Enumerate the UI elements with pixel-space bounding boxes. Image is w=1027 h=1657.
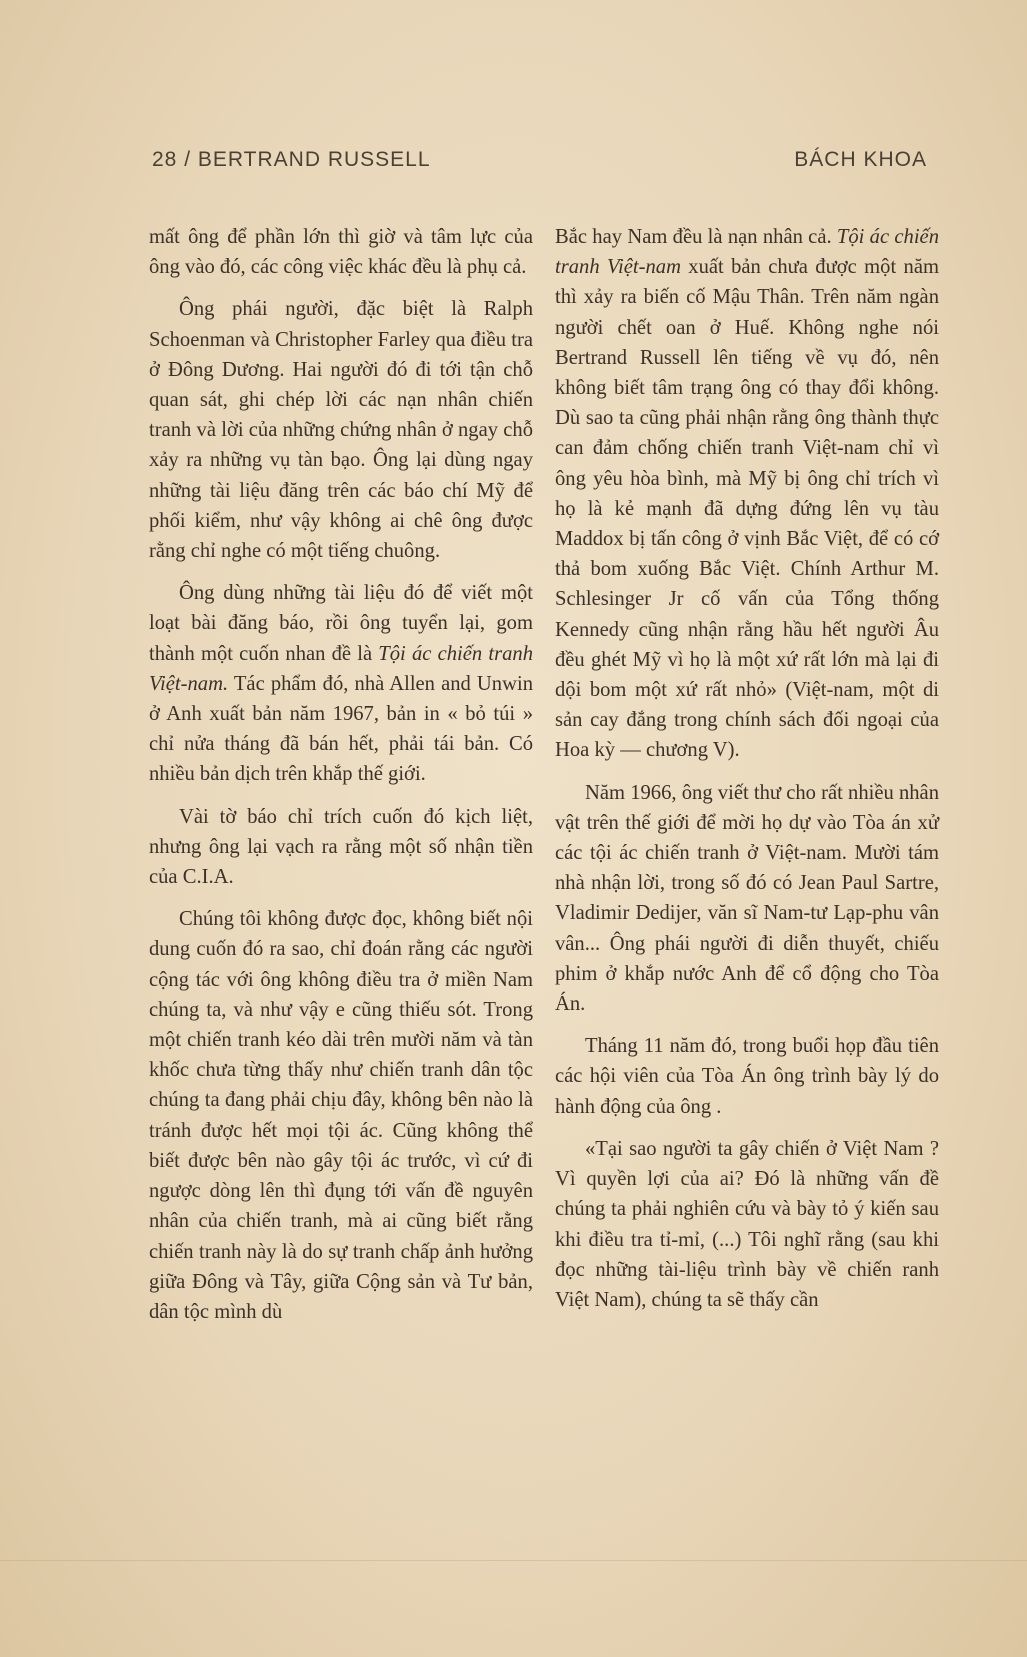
paragraph-text: Bắc hay Nam đều là nạn nhân cả. — [555, 226, 837, 248]
paragraph-text: Tác phẩm đó, nhà Allen and Unwin ở Anh xuất bản năm 1967, bản in « bỏ túi » chỉ nửa tháng đã bán hết, phải tái bản. Có nhiều bản dịch trên khắp thế giới. — [149, 672, 533, 786]
paragraph: mất ông để phần lớn thì giờ và tâm lực của ông vào đó, các công việc khác đều là phụ cả. — [149, 226, 533, 279]
header-page-title: 28 / BERTRAND RUSSELL — [152, 148, 431, 171]
paragraph-text: xuất bản chưa được một năm thì xảy ra biến cố Mậu Thân. Trên năm ngàn người chết oan ở Huế. Không nghe nói Bertrand Russell lên tiếng về vụ đó, nên không biết tâm trạng ông có thay đổi không. Dù sao ta cũng phải nhận rằng ông thành thực can đảm chống chiến tranh Việt-nam chỉ vì ông yêu hòa bình, mà Mỹ bị ông chỉ trích vì họ là kẻ mạnh đã dựng đứng lên vụ tàu Maddox bị tấn công ở vịnh Bắc Việt, để có cớ thả bom xuống Bắc Việt. Chính Arthur M. Schlesinger Jr cố vấn của Tổng thống Kennedy cũng nhận rằng hầu hết người Âu đều ghét Mỹ vì họ là một xứ rất lớn mà lại đi dội bom một xứ rất nhỏ» (Việt-nam, một di sản cay đắng trong chính sách đối ngoại của Hoa kỳ — chương V). — [555, 256, 940, 762]
paragraph: Ông phái người, đặc biệt là Ralph Schoenman và Christopher Farley qua điều tra ở Đông Dương. Hai người đó đi tới tận chỗ quan sát, ghi chép lời các nạn nhân chiến tranh và lời của những chứng nhân ở ngay chỗ xảy ra những vụ tàn bạo. Ông lại dùng ngay những tài liệu đăng trên các báo chí Mỹ để phối kiểm, như vậy không ai chê ông được rằng chỉ nghe có một tiếng chuông. — [149, 298, 533, 563]
header-journal-name: BÁCH KHOA — [794, 148, 927, 171]
paragraph: «Tại sao người ta gây chiến ở Việt Nam ? Vì quyền lợi của ai? Đó là những vấn đề chúng ta phải nghiên cứu và bày tỏ ý kiến sau khi điều tra tỉ-mỉ, (...) Tôi nghĩ rằng (sau khi đọc những tài-liệu trình bày về chiến ranh Việt Nam), chúng ta sẽ thấy cần — [555, 1137, 939, 1311]
paragraph — [149, 578, 533, 789]
right-column — [555, 222, 939, 1327]
running-header — [152, 148, 927, 172]
paragraph-text: Ông dùng những tài liệu đó để viết một loạt bài đăng báo, rồi ông tuyển lại, gom thành một cuốn nhan đề là — [149, 582, 533, 665]
page-crease — [0, 1560, 1027, 1561]
paragraph — [555, 222, 939, 766]
paragraph: Chúng tôi không được đọc, không biết nội dung cuốn đó ra sao, chỉ đoán rằng các người cộng tác với ông không điều tra ở miền Nam chúng ta, và như vậy e cũng thiếu sót. Trong một chiến tranh kéo dài trên mười năm và tàn khốc chưa từng thấy như chiến tranh dân tộc chúng ta đang phải chịu đây, không bên nào là tránh được hết mọi tội ác. Cũng không thể biết được bên nào gây tội ác trước, vì cứ đi ngược dòng lên thì đụng tới vấn đề nguyên nhân của chiến tranh, mà ai cũng biết rằng chiến tranh này là do sự tranh chấp ảnh hưởng giữa Đông và Tây, giữa Cộng sản và Tư bản, dân tộc mình dù — [149, 908, 533, 1323]
book-title: Tội ác chiến tranh Việt-nam. — [149, 642, 533, 695]
paragraph: Vài tờ báo chỉ trích cuốn đó kịch liệt, nhưng ông lại vạch ra rằng một số nhận tiền của C.I.A. — [149, 805, 533, 889]
paragraph: Tháng 11 năm đó, trong buổi họp đầu tiên các hội viên của Tòa Án ông trình bày lý do hành động của ông . — [555, 1035, 939, 1118]
left-column — [149, 222, 533, 1339]
book-title: Tội ác chiến tranh Việt-nam — [555, 226, 939, 279]
paragraph: Năm 1966, ông viết thư cho rất nhiều nhân vật trên thế giới để mời họ dự vào Tòa án xử các tội ác chiến tranh ở Việt-nam. Mười tám nhà nhận lời, trong số đó có Jean Paul Sartre, Vladimir Dedijer, văn sĩ Nam-tư Lạp-phu vân vân... Ông phái người đi diễn thuyết, chiếu phim ở khắp nước Anh để cổ động cho Tòa Án. — [555, 781, 939, 1016]
